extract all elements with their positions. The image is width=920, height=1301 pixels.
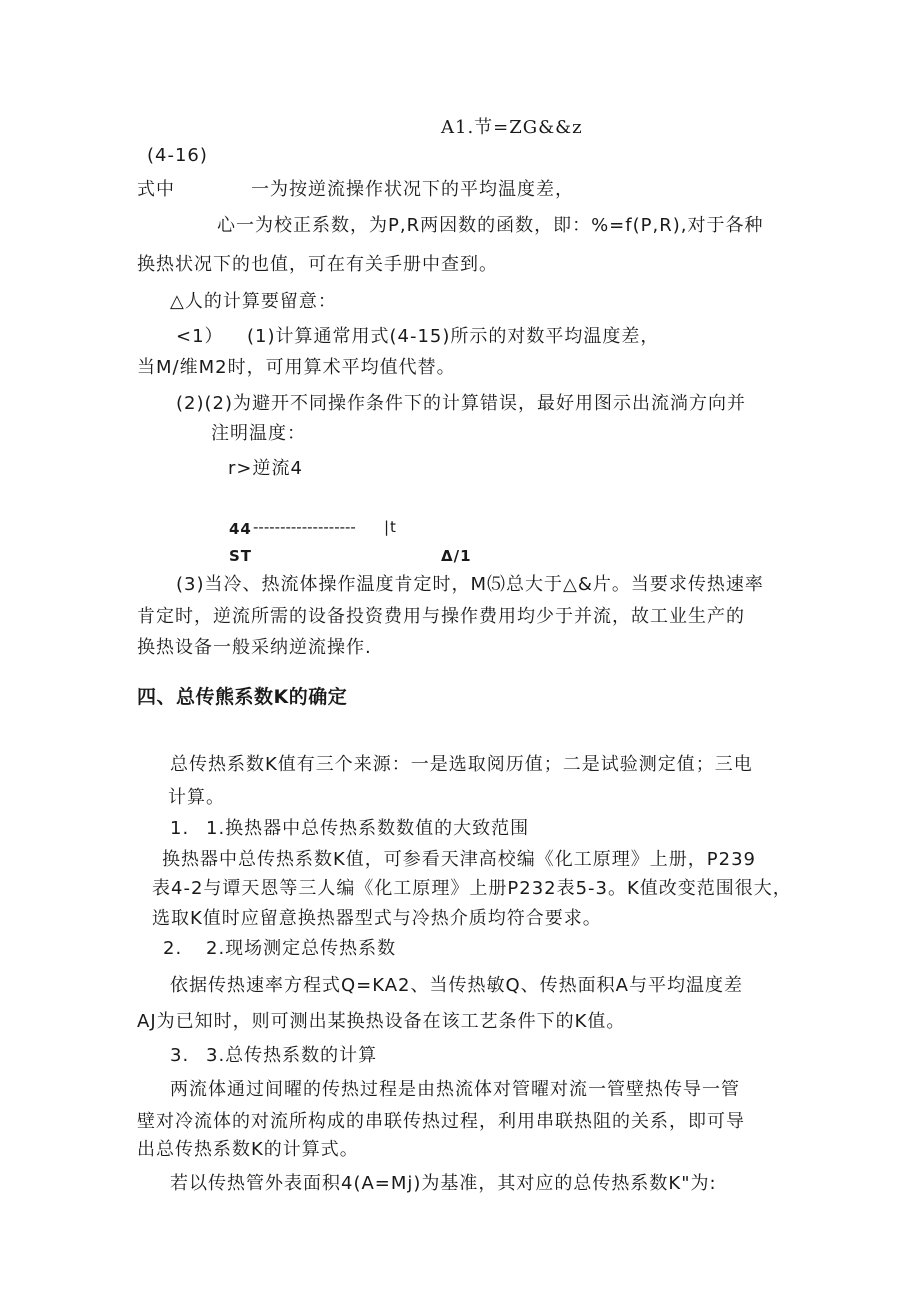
diagram-right-label: |t: [384, 518, 397, 536]
subsection-2-line-1: 依据传热速率方程式Q=KA2、当传热敏Q、传热面积A与平均温度差: [170, 975, 743, 996]
note-title: △人的计算要留意：: [170, 291, 337, 312]
coefficient-line-2: 换热状况下的也值，可在有关手册中查到。: [137, 254, 498, 275]
subsection-3-number: 3.: [170, 1045, 190, 1066]
diagram-label: r>逆流4: [228, 458, 303, 479]
note-1-marker: <1）: [176, 326, 224, 347]
note-2-line-1: (2)(2)为避开不同操作条件下的计算错误，最好用图示出流淌方向并: [176, 393, 746, 414]
subsection-3-line-1: 两流体通过间曜的传热过程是由热流体对管曜对流一管壁热传导一管: [170, 1079, 740, 1100]
coefficient-line-1: 心一为校正系数，为P,R两因数的函数，即：%=f(P,R),对于各种: [217, 215, 764, 236]
subsection-2-number: 2.: [163, 938, 183, 959]
subsection-1-line-2: 表4-2与谭天恩等三人编《化工原理》上册P232表5-3。K值改变范围很大，: [152, 878, 792, 899]
intro-line-1: 总传热系数K值有三个来源：一是选取阅历值；二是试验测定值；三电: [170, 754, 753, 775]
subsection-3-title: 3.总传热系数的计算: [206, 1045, 378, 1066]
equation-number: (4-16): [147, 145, 208, 166]
section-heading: 四、总传熊系数K的确定: [137, 686, 348, 708]
subsection-1-line-1: 换热器中总传热系数K值，可参看天津高校编《化工原理》上册，P239: [162, 849, 757, 870]
diagram-flow-line: -------------------: [253, 518, 356, 536]
subsection-3-line-3: 出总传热系数K的计算式。: [137, 1139, 359, 1160]
final-line: 若以传热管外表面积4(A=Mj)为基准，其对应的总传热系数K"为:: [170, 1173, 717, 1194]
subsection-1-title: 1.换热器中总传热系数数值的大致范围: [206, 818, 530, 839]
diagram-bottom-left: ST: [229, 547, 253, 565]
note-3-line-1: (3)当冷、热流体操作温度肯定时，M⑸总大于△&片。当要求传热速率: [176, 574, 764, 595]
subsection-1-number: 1.: [170, 818, 190, 839]
intro-line-2: 计算。: [168, 787, 225, 808]
diagram-left-label: 44: [229, 520, 252, 538]
subsection-3-line-2: 壁对冷流体的对流所构成的串联传热过程，利用串联热阻的关系，即可导: [137, 1111, 745, 1132]
note-1-line-2: 当M/维M2时，可用算术平均值代替。: [137, 357, 456, 378]
note-1-text: (1)计算通常用式(4-15)所示的对数平均温度差，: [247, 326, 660, 347]
diagram-bottom-right: Δ/1: [441, 547, 472, 565]
where-label: 式中: [137, 179, 175, 200]
where-text: 一为按逆流操作状况下的平均温度差，: [251, 179, 574, 200]
formula: A1.节=ZG&&z: [441, 117, 583, 138]
subsection-2-title: 2.现场测定总传热系数: [206, 938, 397, 959]
note-3-line-3: 换热设备一般采纳逆流操作.: [137, 637, 372, 658]
note-3-line-2: 肯定时，逆流所需的设备投资费用与操作费用均少于并流，故工业生产的: [137, 606, 745, 627]
subsection-2-line-2: AJ为已知时，则可测出某换热设备在该工艺条件下的K值。: [137, 1011, 626, 1032]
note-2-line-2: 注明温度：: [211, 423, 306, 444]
subsection-1-line-3: 选取K值时应留意换热器型式与冷热介质均符合要求。: [152, 908, 602, 929]
